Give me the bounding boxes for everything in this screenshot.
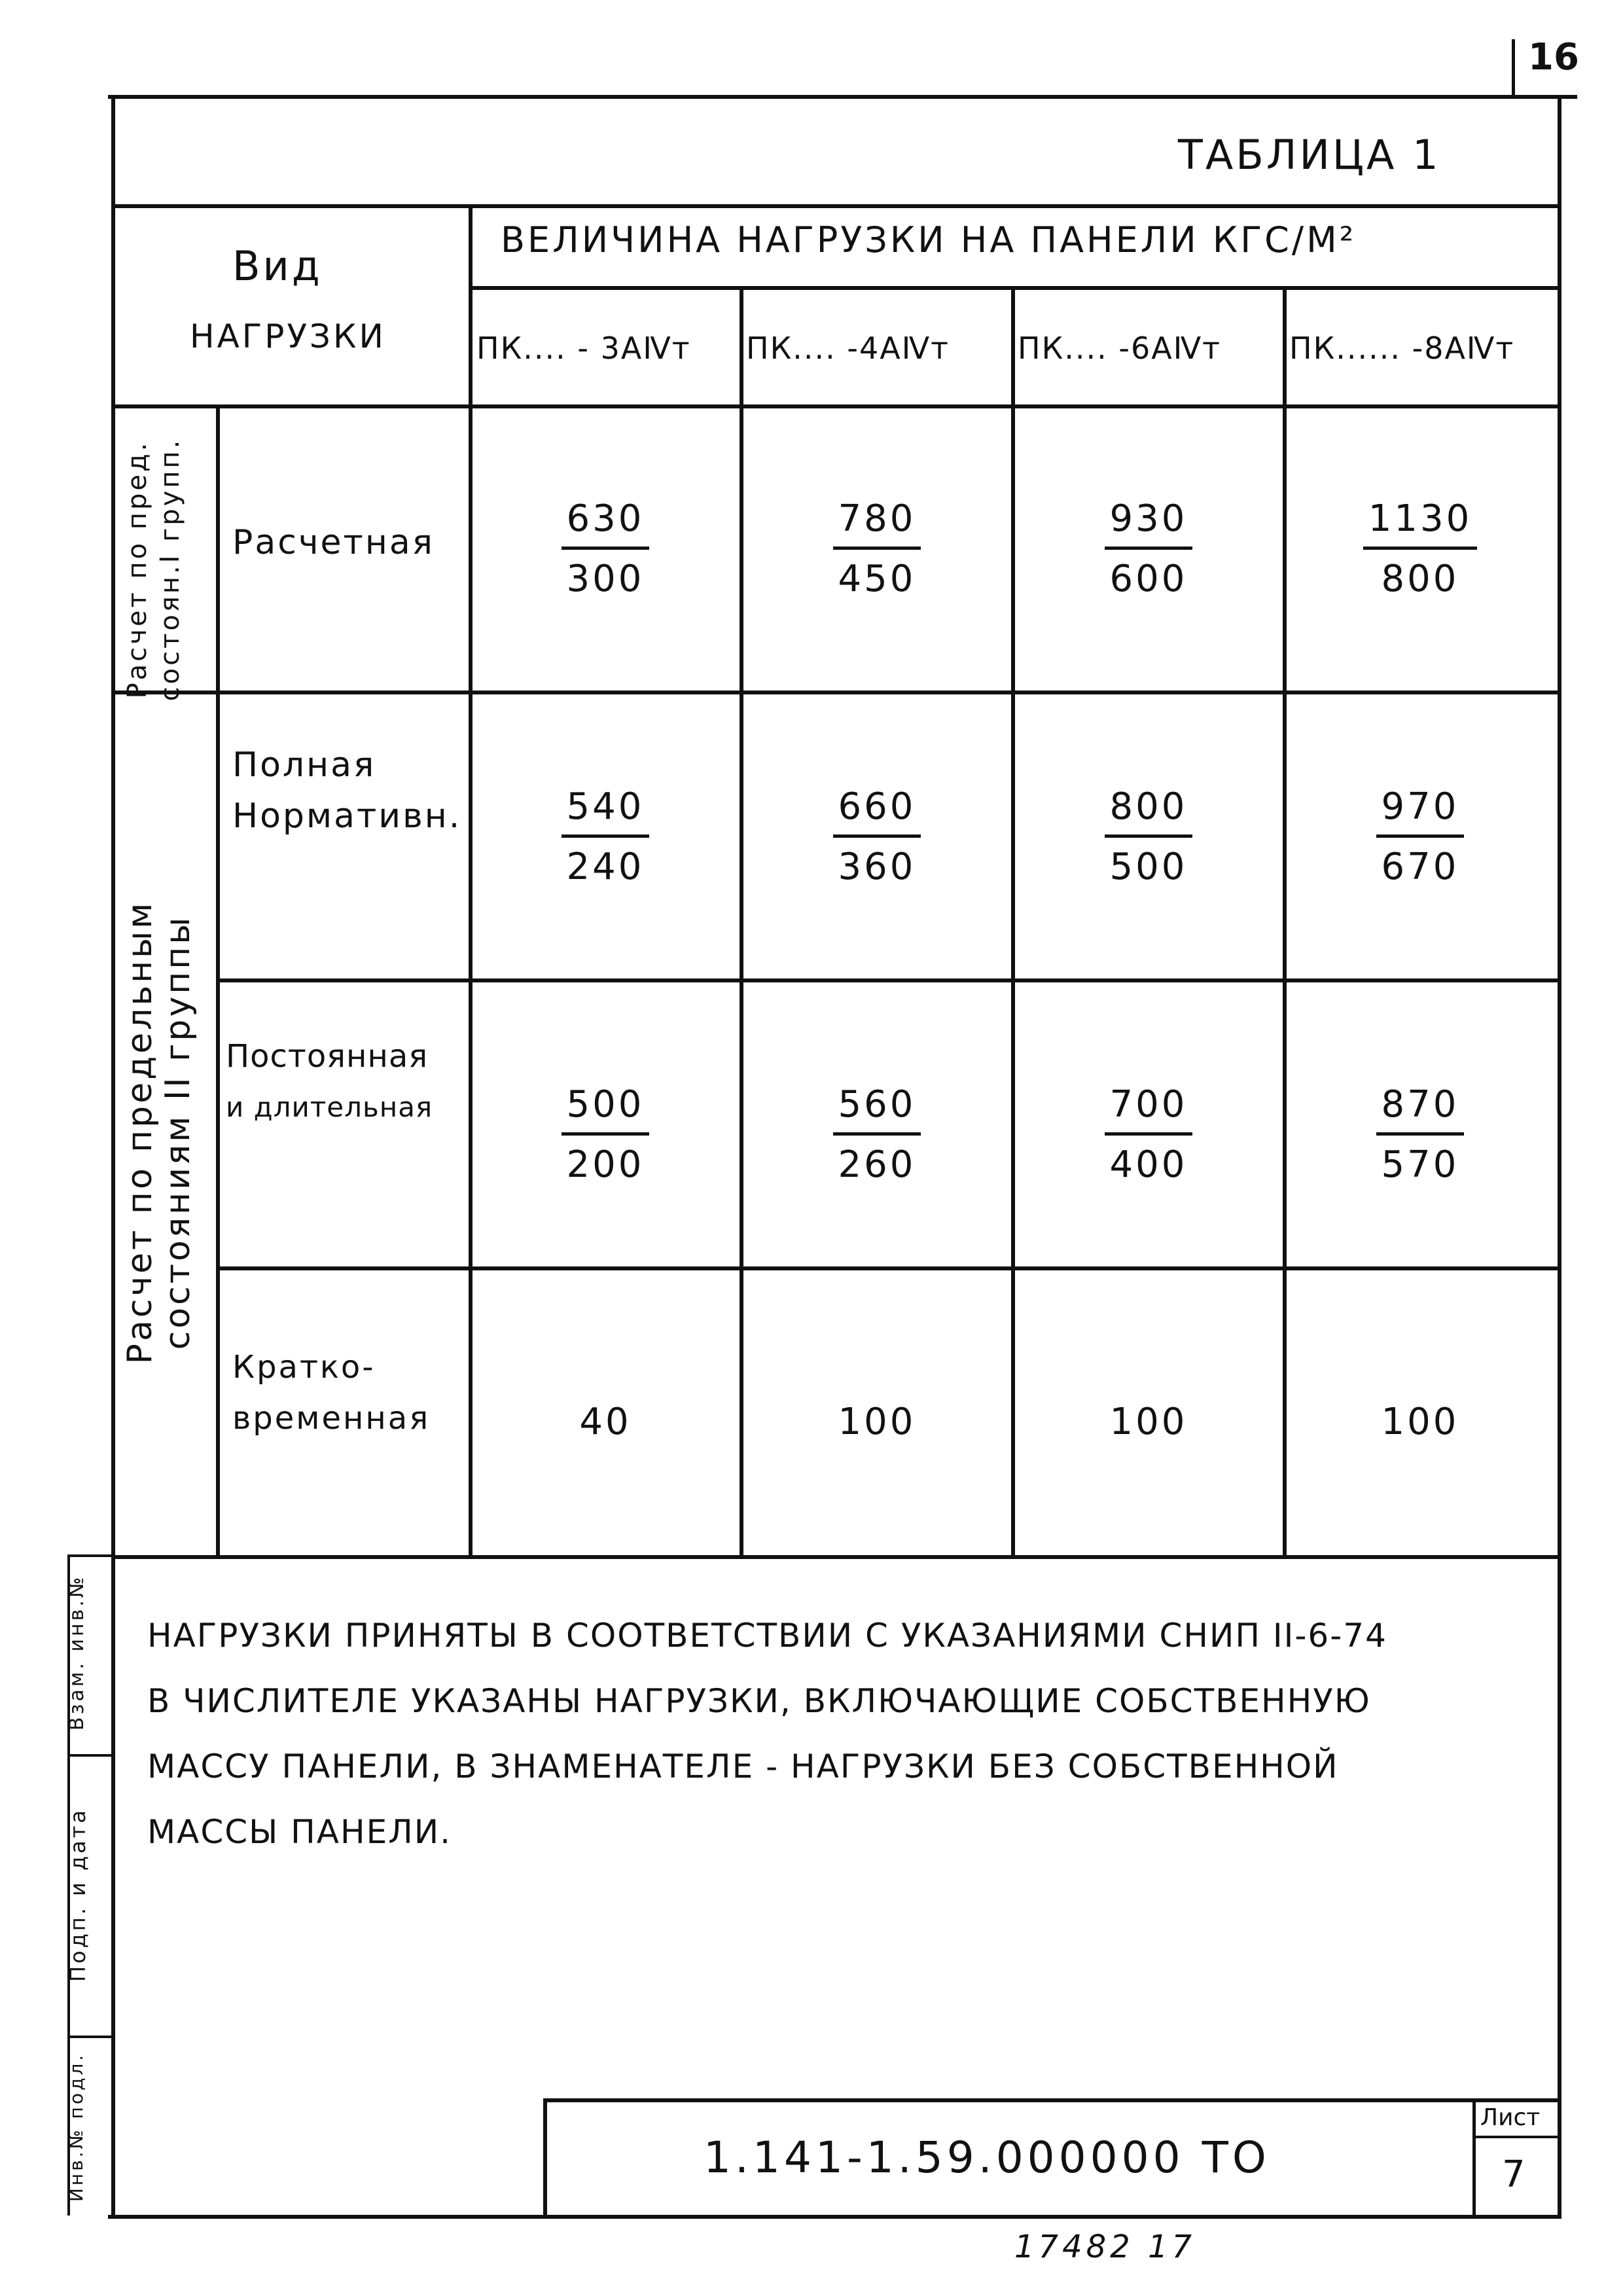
cell-r3-c1-num: 500	[562, 1083, 650, 1136]
cell-r3-c4-num: 870	[1376, 1083, 1465, 1136]
title-block-left	[543, 2098, 547, 2216]
cell-r1-c2-den: 450	[838, 558, 916, 600]
cell-r3-c1-den: 200	[566, 1143, 645, 1186]
title-block-sheet-divider	[1472, 2098, 1476, 2216]
col-line-group	[216, 406, 220, 1559]
cell-r2-c2-den: 360	[838, 846, 916, 888]
frame-right	[1558, 95, 1561, 2219]
note-line-2: В ЧИСЛИТЕЛЕ УКАЗАНЫ НАГРУЗКИ, ВКЛЮЧАЮЩИЕ СОБСТВЕННУЮ	[147, 1682, 1371, 1720]
cell-r1-c1	[520, 497, 690, 600]
row-label-permanent	[226, 1031, 433, 1133]
row-label-full-normative-line1: Полная	[232, 745, 376, 785]
cell-r2-c4-den: 670	[1381, 846, 1459, 888]
column-header-4: ПК...... -8АⅣт	[1289, 331, 1515, 366]
cell-r1-c3-den: 600	[1109, 558, 1188, 600]
document-code: 1.141-1.59.000000 ТО	[704, 2132, 1270, 2183]
footer-handwritten-number: 17482 17	[1014, 2229, 1196, 2265]
cell-r2-c1	[520, 785, 690, 888]
row-label-short-term-line2: временная	[232, 1400, 431, 1437]
stamp-replace-inv: Взам. инв.№	[65, 1574, 88, 1731]
column-header-2: ПК.... -4АⅣт	[746, 331, 950, 366]
col-line-2	[1011, 288, 1015, 1559]
group1-label	[121, 386, 213, 753]
cell-r1-c2	[792, 497, 962, 600]
cell-r2-c2	[792, 785, 962, 888]
header-subdivider	[471, 286, 1561, 290]
row-label-full-normative-line2: Нормативн.	[232, 797, 462, 836]
stamp-sign-date: Подп. и дата	[65, 1808, 90, 1982]
cell-r1-c4-num: 1130	[1363, 497, 1478, 550]
cell-r3-c3-den: 400	[1109, 1143, 1188, 1186]
frame-bottom	[108, 2215, 1561, 2219]
group1-label-line2: состоян.I групп.	[155, 437, 185, 702]
header-load-type-line1: Вид	[232, 242, 323, 290]
cell-r1-c4	[1335, 497, 1505, 600]
cell-r3-c2	[792, 1083, 962, 1186]
cell-r2-c1-num: 540	[562, 785, 650, 838]
cell-r3-c2-den: 260	[838, 1143, 916, 1186]
cell-r4-c1: 40	[579, 1401, 632, 1443]
stamp-divider-1	[67, 1754, 113, 1757]
column-header-3: ПК.... -6АⅣт	[1018, 331, 1221, 366]
cell-r2-c2-num: 660	[833, 785, 921, 838]
cell-r1-c2-num: 780	[833, 497, 921, 550]
row-label-permanent-line2: и длительная	[226, 1091, 433, 1123]
cell-r1-c4-den: 800	[1381, 558, 1459, 600]
row-line-1	[111, 691, 1561, 694]
row-line-table-end	[111, 1555, 1561, 1559]
note-line-1: НАГРУЗКИ ПРИНЯТЫ В СООТВЕТСТВИИ С УКАЗАНИЯМИ СНИП II-6-74	[147, 1617, 1387, 1655]
row-line-header	[111, 404, 1561, 408]
col-line-1	[740, 288, 743, 1559]
row-label-design	[232, 517, 435, 568]
group2-label-line2: состояниям II группы	[158, 914, 198, 1350]
cell-r2-c3-num: 800	[1105, 785, 1193, 838]
group2-label	[121, 743, 213, 1522]
column-header-1: ПК.... - 3АⅣт	[476, 331, 691, 366]
sheet-label: Лист	[1480, 2104, 1541, 2131]
title-block-top	[543, 2098, 1561, 2102]
cell-r1-c3	[1063, 497, 1234, 600]
col-line-3	[1283, 288, 1287, 1559]
sheet-number: 7	[1502, 2153, 1525, 2196]
page-number: 16	[1528, 36, 1579, 79]
frame-left	[111, 95, 115, 2219]
note-line-3: МАССУ ПАНЕЛИ, В ЗНАМЕНАТЕЛЕ - НАГРУЗКИ БЕЗ СОБСТВЕННОЙ	[147, 1748, 1339, 1785]
cell-r1-c1-den: 300	[566, 558, 645, 600]
frame-top	[108, 95, 1577, 99]
row-label-full-normative	[232, 740, 461, 842]
cell-r3-c2-num: 560	[833, 1083, 921, 1136]
cell-r1-c1-num: 630	[562, 497, 650, 550]
cell-r1-c3-num: 930	[1105, 497, 1193, 550]
stamp-divider-2	[67, 2036, 113, 2038]
header-load-type-line2: НАГРУЗКИ	[190, 317, 386, 355]
cell-r3-c4-den: 570	[1381, 1143, 1459, 1186]
row-label-short-term-line1: Кратко-	[232, 1349, 376, 1386]
cell-r3-c1	[520, 1083, 690, 1186]
cell-r4-c4: 100	[1381, 1401, 1459, 1443]
cell-r3-c3	[1063, 1083, 1234, 1186]
row-line-3	[218, 1266, 1561, 1270]
header-load-value-title: ВЕЛИЧИНА НАГРУЗКИ НА ПАНЕЛИ КГС/М²	[501, 219, 1357, 260]
cell-r4-c2: 100	[838, 1401, 916, 1443]
cell-r4-c3: 100	[1109, 1401, 1188, 1443]
row-label-permanent-line1: Постоянная	[226, 1038, 429, 1075]
cell-r2-c4	[1335, 785, 1505, 888]
page-number-tick	[1512, 39, 1515, 98]
stamp-inv-no: Инв.№ подл.	[65, 2052, 87, 2202]
note-line-4: МАССЫ ПАНЕЛИ.	[147, 1813, 452, 1851]
cell-r2-c3-den: 500	[1109, 846, 1188, 888]
cell-r2-c3	[1063, 785, 1234, 888]
title-divider	[111, 204, 1561, 208]
cell-r2-c4-num: 970	[1376, 785, 1465, 838]
cell-r2-c1-den: 240	[566, 846, 645, 888]
cell-r3-c4	[1335, 1083, 1505, 1186]
cell-r3-c3-num: 700	[1105, 1083, 1193, 1136]
title-block-sheet-hline	[1472, 2136, 1561, 2138]
row-label-short-term	[232, 1342, 430, 1444]
row-line-2	[218, 978, 1561, 982]
group2-label-line1: Расчет по предельным	[120, 900, 160, 1365]
group1-label-line1: Расчет по пред.	[122, 440, 152, 699]
table-title: ТАБЛИЦА 1	[1178, 131, 1441, 179]
stamp-top	[67, 1554, 113, 1557]
row-label-design-line1: Расчетная	[232, 523, 435, 562]
